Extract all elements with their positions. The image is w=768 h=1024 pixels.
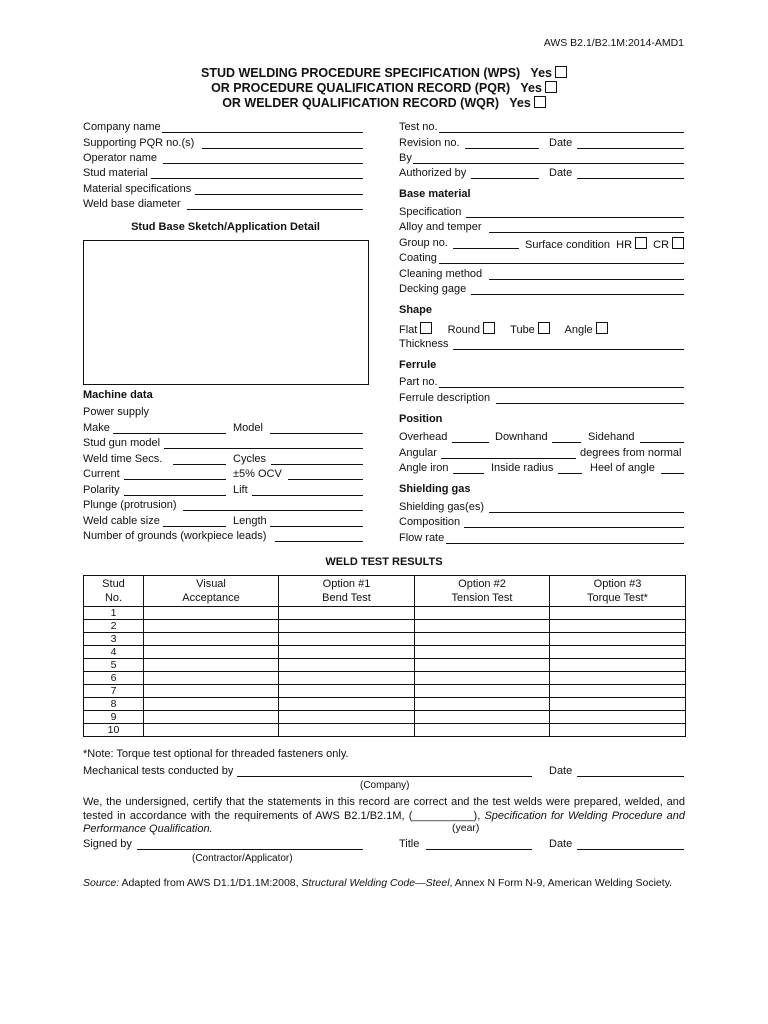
bend-test-cell[interactable] bbox=[279, 620, 415, 633]
tube-checkbox[interactable] bbox=[538, 322, 550, 334]
ocv-label: ±5% OCV bbox=[233, 468, 282, 480]
stud-number-cell: 8 bbox=[84, 698, 144, 711]
torque-test-cell[interactable] bbox=[550, 633, 686, 646]
tension-test-cell[interactable] bbox=[415, 724, 550, 737]
base-material-heading: Base material bbox=[399, 188, 471, 200]
stud-number-cell: 3 bbox=[84, 633, 144, 646]
tension-test-cell[interactable] bbox=[415, 633, 550, 646]
angle-label: Angle bbox=[564, 324, 593, 336]
ferrule-heading: Ferrule bbox=[399, 359, 437, 371]
angle-checkbox[interactable] bbox=[596, 322, 608, 334]
source-text-1: Adapted from AWS D1.1/D1.1M:2008, bbox=[121, 877, 299, 889]
stud-number-cell: 9 bbox=[84, 711, 144, 724]
cleaning-method-field[interactable] bbox=[489, 268, 684, 280]
authorized-date-field[interactable] bbox=[577, 167, 684, 179]
current-field[interactable] bbox=[124, 468, 226, 480]
heel-of-angle-field[interactable] bbox=[661, 462, 684, 474]
revision-date-field[interactable] bbox=[577, 137, 684, 149]
cr-label: CR bbox=[653, 239, 670, 251]
visual-cell[interactable] bbox=[144, 711, 279, 724]
tension-test-cell[interactable] bbox=[415, 646, 550, 659]
sidehand-label: Sidehand bbox=[588, 431, 635, 443]
visual-cell[interactable] bbox=[144, 620, 279, 633]
thickness-label: Thickness bbox=[399, 338, 449, 350]
source-label: Source: bbox=[83, 877, 120, 889]
mech-date-label: Date bbox=[549, 765, 573, 777]
title-pqr-text: OR PROCEDURE QUALIFICATION RECORD (PQR) bbox=[211, 81, 511, 95]
shielding-gases-field[interactable] bbox=[489, 501, 684, 513]
operator-name-label: Operator name bbox=[83, 152, 157, 164]
stud-number-cell: 10 bbox=[84, 724, 144, 737]
col-bend-line1: Option #1 bbox=[322, 578, 371, 590]
grounds-label: Number of grounds (workpiece leads) bbox=[83, 530, 267, 542]
angle-iron-field[interactable] bbox=[453, 462, 484, 474]
angular-field[interactable] bbox=[441, 447, 576, 459]
visual-cell[interactable] bbox=[144, 685, 279, 698]
cycles-field[interactable] bbox=[271, 453, 363, 465]
year-caption: (year) bbox=[452, 822, 480, 834]
composition-label: Composition bbox=[399, 516, 461, 528]
weld-test-results-table bbox=[83, 575, 686, 737]
torque-test-cell[interactable] bbox=[550, 646, 686, 659]
revision-date-label: Date bbox=[549, 137, 573, 149]
thickness-field[interactable] bbox=[453, 338, 684, 350]
tension-test-cell[interactable] bbox=[415, 698, 550, 711]
length-label: Length bbox=[233, 515, 267, 527]
current-label: Current bbox=[83, 468, 120, 480]
table-row bbox=[84, 659, 686, 672]
certification-paragraph bbox=[83, 796, 685, 837]
wqr-yes-checkbox[interactable] bbox=[534, 96, 546, 108]
torque-test-cell[interactable] bbox=[550, 607, 686, 620]
operator-name-field[interactable] bbox=[163, 152, 363, 164]
wps-yes-checkbox[interactable] bbox=[555, 66, 567, 78]
title-wps bbox=[0, 66, 768, 80]
decking-gage-field[interactable] bbox=[471, 283, 684, 295]
wqr-yes-label: Yes bbox=[509, 96, 531, 110]
group-no-label: Group no. bbox=[399, 237, 448, 249]
lift-label: Lift bbox=[233, 484, 248, 496]
bend-test-cell[interactable] bbox=[279, 698, 415, 711]
stud-number-cell: 7 bbox=[84, 685, 144, 698]
supporting-pqr-label: Supporting PQR no.(s) bbox=[83, 137, 195, 149]
stud-number-cell: 1 bbox=[84, 607, 144, 620]
flat-checkbox[interactable] bbox=[420, 322, 432, 334]
cleaning-method-label: Cleaning method bbox=[399, 268, 483, 280]
revision-no-label: Revision no. bbox=[399, 137, 460, 149]
part-no-label: Part no. bbox=[399, 376, 438, 388]
stud-gun-model-label: Stud gun model bbox=[83, 437, 161, 449]
mech-date-field[interactable] bbox=[577, 765, 684, 777]
degrees-label: degrees from normal bbox=[580, 447, 682, 459]
authorized-date-label: Date bbox=[549, 167, 573, 179]
mech-tests-label: Mechanical tests conducted by bbox=[83, 765, 234, 777]
shape-heading: Shape bbox=[399, 304, 433, 316]
surface-condition-label bbox=[525, 237, 684, 251]
torque-test-cell[interactable] bbox=[550, 659, 686, 672]
composition-field[interactable] bbox=[464, 516, 684, 528]
weld-base-diameter-field[interactable] bbox=[187, 198, 363, 210]
stud-material-field[interactable] bbox=[151, 167, 363, 179]
tension-test-cell[interactable] bbox=[415, 685, 550, 698]
specification-label: Specification bbox=[399, 206, 462, 218]
bend-test-cell[interactable] bbox=[279, 724, 415, 737]
authorized-by-field[interactable] bbox=[471, 167, 539, 179]
model-label: Model bbox=[233, 422, 263, 434]
weld-cable-field[interactable] bbox=[163, 515, 226, 527]
table-row bbox=[84, 646, 686, 659]
part-no-field[interactable] bbox=[439, 376, 684, 388]
hr-checkbox[interactable] bbox=[635, 237, 647, 249]
visual-cell[interactable] bbox=[144, 607, 279, 620]
pqr-yes-label: Yes bbox=[520, 81, 542, 95]
torque-test-cell[interactable] bbox=[550, 685, 686, 698]
company-name-label: Company name bbox=[83, 121, 161, 133]
col-stud-line2: No. bbox=[104, 592, 123, 604]
make-label: Make bbox=[83, 422, 110, 434]
ferrule-description-field[interactable] bbox=[496, 392, 684, 404]
round-checkbox[interactable] bbox=[483, 322, 495, 334]
coating-field[interactable] bbox=[439, 252, 684, 264]
lift-field[interactable] bbox=[252, 484, 363, 496]
col-torque-line2: Torque Test* bbox=[587, 592, 648, 604]
plunge-field[interactable] bbox=[183, 499, 363, 511]
visual-cell[interactable] bbox=[144, 633, 279, 646]
flow-rate-label: Flow rate bbox=[399, 532, 445, 544]
col-tension-line2: Tension Test bbox=[451, 592, 513, 604]
tension-test-cell[interactable] bbox=[415, 607, 550, 620]
torque-test-cell[interactable] bbox=[550, 672, 686, 685]
stud-gun-model-field[interactable] bbox=[164, 437, 363, 449]
cycles-label: Cycles bbox=[233, 453, 267, 465]
authorized-by-label: Authorized by bbox=[399, 167, 467, 179]
overhead-label: Overhead bbox=[399, 431, 448, 443]
bend-test-cell[interactable] bbox=[279, 646, 415, 659]
material-specs-label: Material specifications bbox=[83, 183, 192, 195]
table-row bbox=[84, 711, 686, 724]
visual-cell[interactable] bbox=[144, 672, 279, 685]
alloy-field[interactable] bbox=[489, 221, 684, 233]
inside-radius-field[interactable] bbox=[558, 462, 582, 474]
round-label: Round bbox=[447, 324, 481, 336]
company-name-field[interactable] bbox=[162, 121, 363, 133]
torque-test-cell[interactable] bbox=[550, 724, 686, 737]
downhand-field[interactable] bbox=[552, 431, 581, 443]
visual-cell[interactable] bbox=[144, 646, 279, 659]
shape-options bbox=[399, 322, 608, 336]
col-torque-test bbox=[550, 576, 686, 607]
by-field[interactable] bbox=[413, 152, 684, 164]
bend-test-cell[interactable] bbox=[279, 607, 415, 620]
heel-of-angle-label: Heel of angle bbox=[590, 462, 655, 474]
col-bend-line2: Bend Test bbox=[322, 592, 371, 604]
weld-time-field[interactable] bbox=[173, 453, 226, 465]
angle-iron-label: Angle iron bbox=[399, 462, 449, 474]
model-field[interactable] bbox=[270, 422, 363, 434]
stud-number-cell: 2 bbox=[84, 620, 144, 633]
flat-label: Flat bbox=[399, 324, 418, 336]
polarity-field[interactable] bbox=[124, 484, 226, 496]
angular-label: Angular bbox=[399, 447, 437, 459]
title-wqr-text: OR WELDER QUALIFICATION RECORD (WQR) bbox=[222, 96, 500, 110]
tube-label: Tube bbox=[510, 324, 535, 336]
signed-date-field[interactable] bbox=[577, 838, 684, 850]
length-field[interactable] bbox=[270, 515, 363, 527]
col-bend-test bbox=[279, 576, 415, 607]
title-wps-text: STUD WELDING PROCEDURE SPECIFICATION (WPS) bbox=[201, 66, 521, 80]
machine-data-heading: Machine data bbox=[83, 389, 153, 401]
by-label: By bbox=[399, 152, 412, 164]
title-pqr bbox=[0, 81, 768, 95]
table-row bbox=[84, 672, 686, 685]
col-stud-line1: Stud bbox=[102, 578, 125, 590]
bend-test-cell[interactable] bbox=[279, 633, 415, 646]
torque-note: *Note: Torque test optional for threaded fasteners only. bbox=[83, 748, 349, 760]
col-visual-line2: Acceptance bbox=[182, 592, 240, 604]
specification-field[interactable] bbox=[466, 206, 684, 218]
certification-spec-title: Specification for Welding Procedure and Performance Qualification. bbox=[83, 809, 685, 835]
hr-label: HR bbox=[616, 239, 633, 251]
tension-test-cell[interactable] bbox=[415, 711, 550, 724]
flow-rate-field[interactable] bbox=[446, 532, 684, 544]
make-field[interactable] bbox=[113, 422, 226, 434]
tension-test-cell[interactable] bbox=[415, 659, 550, 672]
table-row bbox=[84, 607, 686, 620]
signed-date-label: Date bbox=[549, 838, 573, 850]
title-field[interactable] bbox=[426, 838, 532, 850]
results-header-row bbox=[84, 576, 686, 607]
overhead-field[interactable] bbox=[452, 431, 489, 443]
signed-by-label: Signed by bbox=[83, 838, 132, 850]
torque-test-cell[interactable] bbox=[550, 620, 686, 633]
revision-no-field[interactable] bbox=[465, 137, 539, 149]
group-no-field[interactable] bbox=[453, 237, 519, 249]
col-stud-no bbox=[84, 576, 144, 607]
weld-base-diameter-label: Weld base diameter bbox=[83, 198, 181, 210]
table-row bbox=[84, 724, 686, 737]
surface-condition-text: Surface condition bbox=[525, 239, 610, 251]
coating-label: Coating bbox=[399, 252, 437, 264]
downhand-label: Downhand bbox=[495, 431, 548, 443]
shielding-gases-label: Shielding gas(es) bbox=[399, 501, 484, 513]
document-reference: AWS B2.1/B2.1M:2014-AMD1 bbox=[543, 37, 684, 49]
table-row bbox=[84, 685, 686, 698]
certification-text: We, the undersigned, certify that the statements in this record are correct and the test welds were prepared, welded, and tested in accordance with the requirements of AWS B2.1/B2.1M, (__________), bbox=[83, 796, 685, 822]
cr-checkbox[interactable] bbox=[672, 237, 684, 249]
col-visual-line1: Visual bbox=[196, 578, 226, 590]
stud-number-cell: 5 bbox=[84, 659, 144, 672]
bend-test-cell[interactable] bbox=[279, 711, 415, 724]
wps-yes-label: Yes bbox=[530, 66, 552, 80]
weld-cable-label: Weld cable size bbox=[83, 515, 160, 527]
shielding-gas-heading: Shielding gas bbox=[399, 483, 471, 495]
pqr-yes-checkbox[interactable] bbox=[545, 81, 557, 93]
test-no-label: Test no. bbox=[399, 121, 438, 133]
decking-gage-label: Decking gage bbox=[399, 283, 467, 295]
plunge-label: Plunge (protrusion) bbox=[83, 499, 177, 511]
contractor-caption: (Contractor/Applicator) bbox=[192, 853, 293, 864]
source-code-title: Structural Welding Code—Steel bbox=[301, 877, 450, 889]
inside-radius-label: Inside radius bbox=[491, 462, 554, 474]
col-tension-test bbox=[415, 576, 550, 607]
ferrule-description-label: Ferrule description bbox=[399, 392, 491, 404]
sketch-heading: Stud Base Sketch/Application Detail bbox=[131, 221, 320, 233]
polarity-label: Polarity bbox=[83, 484, 120, 496]
ocv-field[interactable] bbox=[288, 468, 363, 480]
sidehand-field[interactable] bbox=[640, 431, 684, 443]
stud-number-cell: 6 bbox=[84, 672, 144, 685]
supporting-pqr-field[interactable] bbox=[202, 137, 363, 149]
col-torque-line1: Option #3 bbox=[593, 578, 642, 590]
sketch-box[interactable] bbox=[83, 240, 369, 385]
visual-cell[interactable] bbox=[144, 724, 279, 737]
title-label: Title bbox=[399, 838, 420, 850]
torque-test-cell[interactable] bbox=[550, 698, 686, 711]
weld-time-label: Weld time Secs. bbox=[83, 453, 163, 465]
test-no-field[interactable] bbox=[439, 121, 684, 133]
tension-test-cell[interactable] bbox=[415, 620, 550, 633]
title-wqr bbox=[0, 96, 768, 110]
stud-number-cell: 4 bbox=[84, 646, 144, 659]
bend-test-cell[interactable] bbox=[279, 672, 415, 685]
power-supply-label: Power supply bbox=[83, 406, 150, 418]
weld-test-results-heading: WELD TEST RESULTS bbox=[325, 556, 443, 568]
grounds-field[interactable] bbox=[275, 530, 363, 542]
torque-test-cell[interactable] bbox=[550, 711, 686, 724]
alloy-label: Alloy and temper bbox=[399, 221, 482, 233]
visual-cell[interactable] bbox=[144, 659, 279, 672]
col-tension-line1: Option #2 bbox=[458, 578, 506, 590]
visual-cell[interactable] bbox=[144, 698, 279, 711]
source-text-2: , Annex N Form N-9, American Welding Society. bbox=[449, 877, 673, 889]
bend-test-cell[interactable] bbox=[279, 685, 415, 698]
position-heading: Position bbox=[399, 413, 443, 425]
signed-by-field[interactable] bbox=[137, 838, 363, 850]
stud-material-label: Stud material bbox=[83, 167, 148, 179]
table-row bbox=[84, 620, 686, 633]
tension-test-cell[interactable] bbox=[415, 672, 550, 685]
col-visual bbox=[144, 576, 279, 607]
source-line bbox=[83, 877, 672, 889]
table-row bbox=[84, 698, 686, 711]
company-caption: (Company) bbox=[360, 780, 410, 791]
table-row bbox=[84, 633, 686, 646]
mech-tests-field[interactable] bbox=[237, 765, 532, 777]
bend-test-cell[interactable] bbox=[279, 659, 415, 672]
material-specs-field[interactable] bbox=[195, 183, 363, 195]
